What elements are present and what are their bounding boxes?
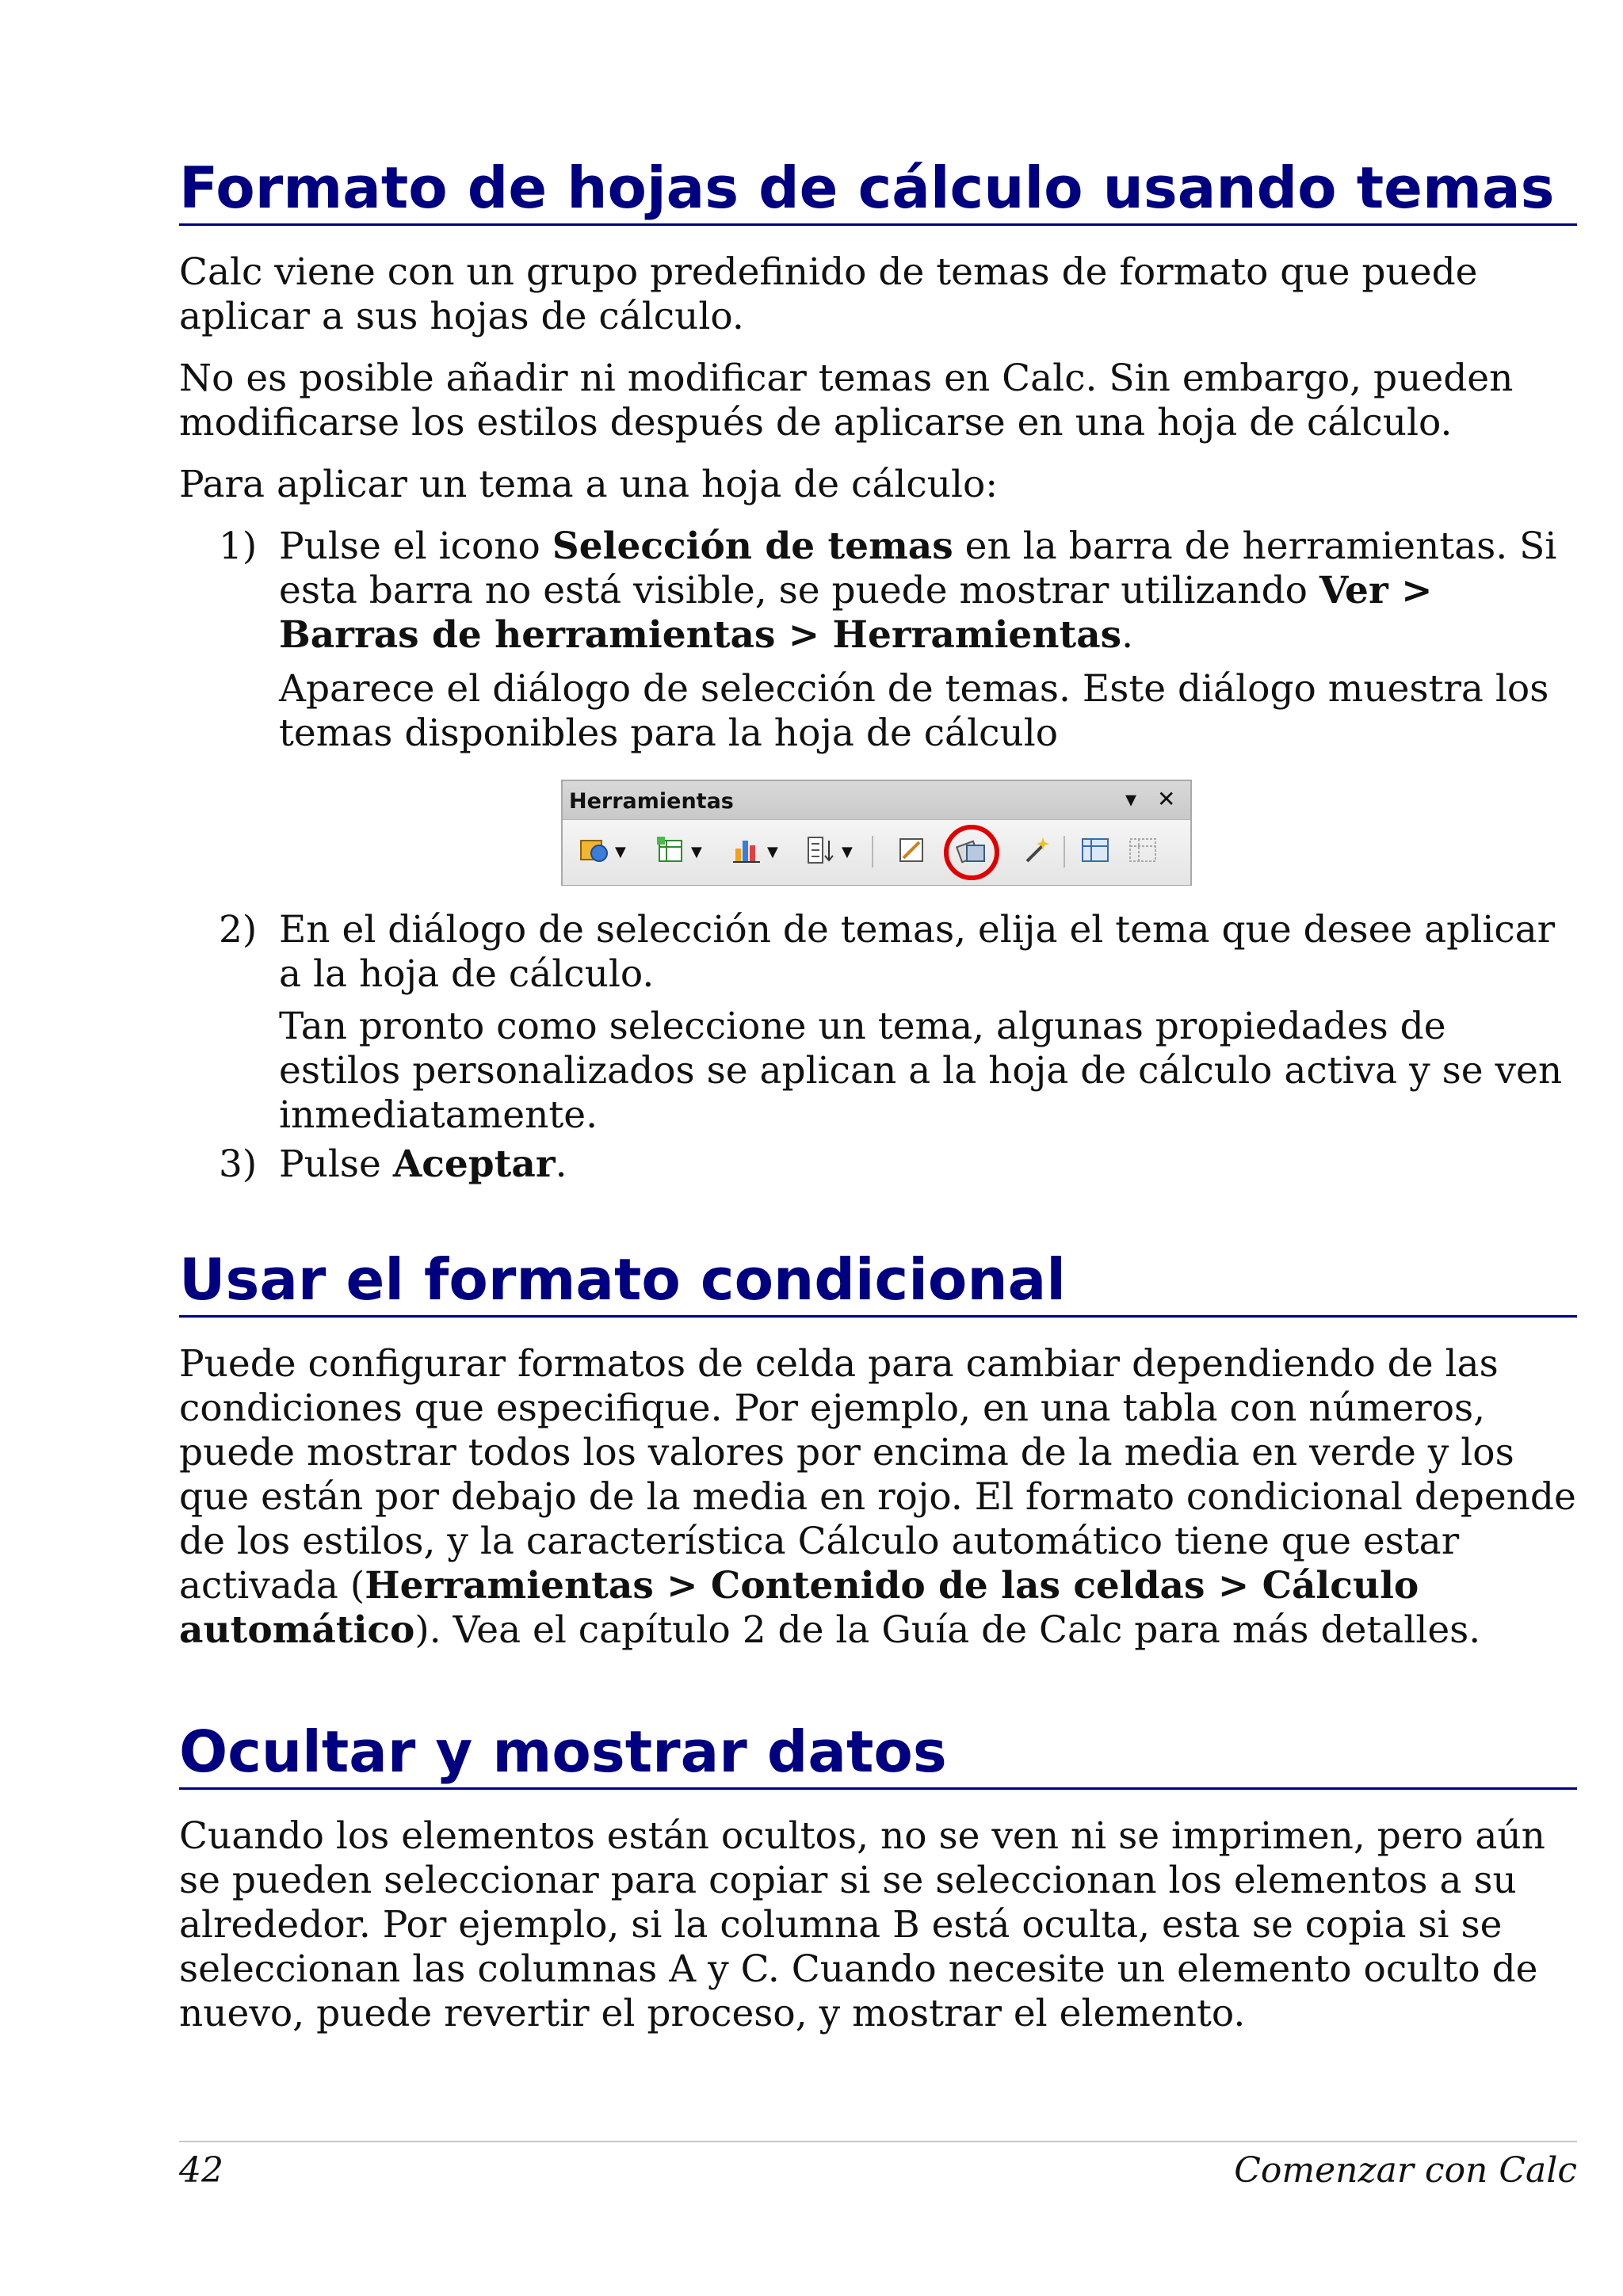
list-number: 1) (219, 524, 258, 568)
step-2-text: En el diálogo de selección de temas, elija el tema que desee aplicar a la hoja de cálculo. (279, 908, 1556, 996)
chevron-down-icon[interactable]: ▼ (691, 844, 702, 860)
paragraph-intro: Calc viene con un grupo predefinido de temas de formato que puede aplicar a sus hojas de cálculo. (179, 250, 1478, 338)
step-3-text: Pulse Aceptar. (279, 1142, 567, 1186)
step-2-description: Tan pronto como seleccione un tema, algunas propiedades de estilos personalizados se aplican a la hoja de cálculo activa y se ven inmediatamente. (279, 1005, 1563, 1137)
toolbar-buttons-row (563, 820, 1190, 885)
paragraph-hide-show: Cuando los elementos están ocultos, no se ven ni se imprimen, pero aún se pueden seleccionar para copiar si se seleccionan los elementos a su alrededor. Por ejemplo, si la columna B está oculta, esta se copia si se seleccionan las columnas A y C. Cuando necesite un elemento oculto de nuevo, puede revertir el proceso, y mostrar el elemento. (179, 1814, 1545, 2035)
toolbar-titlebar (563, 781, 1190, 820)
tools-toolbar-image (561, 780, 1192, 886)
insert-image-icon[interactable] (579, 834, 610, 866)
chevron-down-icon[interactable]: ▼ (615, 844, 626, 860)
chevron-down-icon[interactable]: ▼ (767, 844, 778, 860)
themes-icon-name: Selección de temas (552, 524, 953, 568)
step-1-description: Aparece el diálogo de selección de temas. Este diálogo muestra los temas disponibles para la hoja de cálculo (279, 667, 1549, 755)
autopilot-wand-icon[interactable] (1021, 834, 1052, 866)
section-heading-themes: Formato de hojas de cálculo usando temas (179, 154, 1577, 226)
section-heading-hide-show: Ocultar y mostrar datos (179, 1718, 1577, 1790)
footer-book-title: Comenzar con Calc (1234, 2150, 1577, 2191)
toolbar-close-icon[interactable]: ✕ (1157, 786, 1176, 812)
chart-icon[interactable] (731, 834, 762, 866)
show-grid-icon[interactable] (1079, 834, 1111, 866)
form-design-icon[interactable] (896, 834, 927, 866)
paragraph-no-modify: No es posible añadir ni modificar temas en Calc. Sin embargo, pueden modificarse los estilos después de aplicarse en una hoja de cálculo. (179, 357, 1514, 444)
list-number: 3) (219, 1142, 258, 1186)
chevron-down-icon[interactable]: ▼ (842, 844, 853, 860)
toolbar-separator (1064, 836, 1065, 868)
list-number: 2) (219, 908, 258, 952)
menu-path-autocalculate: Herramientas > Contenido de las celdas > Cálculo automático (179, 1564, 1419, 1652)
toolbar-title: Herramientas (569, 789, 734, 814)
paragraph-conditional: Puede configurar formatos de celda para cambiar dependiendo de las condiciones que especifique. Por ejemplo, en una tabla con números, puede mostrar todos los valores por encima de la media en verde y los que están por debajo de la media en rojo. El formato condicional depende de los estilos, y la característica Cálculo automático tiene que estar activada (Herramientas > Contenido de las celdas > Cálculo automático). Vea el capítulo 2 de la Guía de Calc para más detalles. (179, 1342, 1576, 1652)
toolbar-menu-icon[interactable]: ▾ (1125, 786, 1137, 812)
step-1-text: Pulse el icono Selección de temas en la barra de herramientas. Si esta barra no está visible, se puede mostrar utilizando Ver > Barras de herramientas > Herramientas. (279, 524, 1557, 657)
sort-icon[interactable] (805, 834, 837, 866)
pivot-table-icon[interactable] (655, 834, 686, 866)
accept-label: Aceptar (392, 1142, 556, 1186)
highlight-circle (944, 825, 999, 880)
paragraph-how-to: Para aplicar un tema a una hoja de cálculo: (179, 463, 999, 506)
hide-grid-icon[interactable] (1127, 834, 1159, 866)
page-number: 42 (179, 2150, 223, 2191)
footer-divider (179, 2141, 1577, 2142)
menu-path-toolbars: Ver > Barras de herramientas > Herramientas (279, 569, 1433, 657)
toolbar-separator (872, 836, 873, 868)
section-heading-conditional: Usar el formato condicional (179, 1245, 1577, 1318)
